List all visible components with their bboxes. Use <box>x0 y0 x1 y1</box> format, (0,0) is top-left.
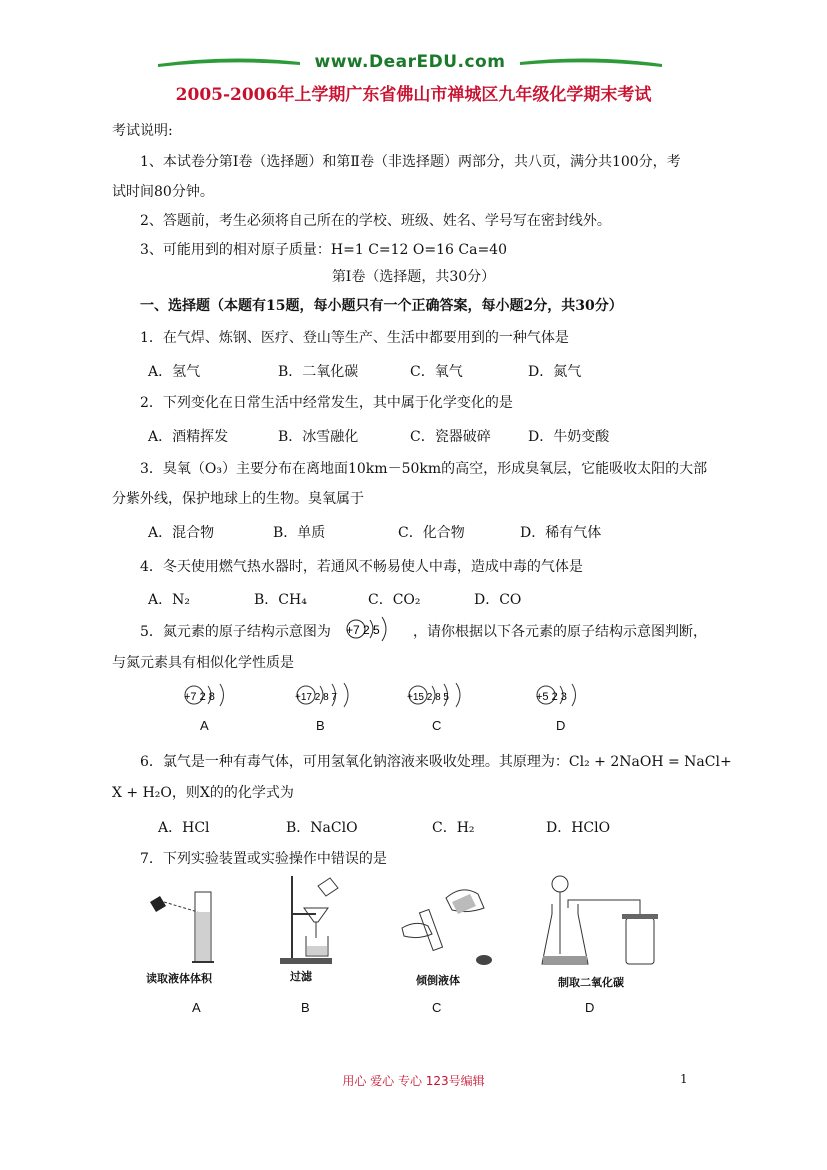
atom-diagram-b <box>292 680 362 710</box>
q3-option-a[interactable]: A．混合物 <box>148 525 215 541</box>
nitrogen-atom-diagram <box>344 614 404 644</box>
q6-option-d[interactable]: D．HClO <box>546 820 611 836</box>
q4-option-d[interactable]: D．CO <box>474 592 522 608</box>
q6-option-a[interactable]: A．HCl <box>158 820 210 836</box>
q1-option-b[interactable]: B．二氧化碳 <box>278 364 359 380</box>
atom-label-d[interactable]: D <box>556 718 566 733</box>
atom-label-c[interactable]: C <box>432 718 442 733</box>
q5-stem-b: 与氮元素具有相似化学性质是 <box>112 655 294 671</box>
site-banner <box>150 50 670 76</box>
part1-heading: 第Ⅰ卷（选择题，共30分） <box>331 269 496 285</box>
figure-a-label[interactable]: A <box>192 1000 201 1015</box>
atom-b-text: +17 2 8 7 <box>295 692 337 703</box>
q3-stem-a: 3．臭氧（O₃）主要分布在离地面10km－50km的高空，形成臭氧层，它能吸收太阳的大部 <box>140 461 708 477</box>
q6-option-c[interactable]: C．H₂ <box>432 820 475 836</box>
instruction-2: 2、答题前，考生必须将自己所在的学校、班级、姓名、学号写在密封线外。 <box>140 213 611 229</box>
section-heading: 一、选择题（本题有15题，每小题只有一个正确答案，每小题2分，共30分） <box>140 298 623 314</box>
page-number: 1 <box>680 1072 688 1086</box>
q4-option-c[interactable]: C．CO₂ <box>368 592 421 608</box>
atom-c-text: +15 2 8 5 <box>407 692 449 703</box>
figure-b-caption: 过滤 <box>290 970 312 983</box>
figure-co2-apparatus <box>538 874 668 974</box>
atom-diagram-a <box>180 680 250 710</box>
site-url[interactable]: www.DearEDU.com <box>314 52 506 72</box>
instruction-3: 3、可能用到的相对原子质量：H=1 C=12 O=16 Ca=40 <box>140 242 507 258</box>
q1-option-c[interactable]: C．氧气 <box>410 364 463 380</box>
q7-stem: 7．下列实验装置或实验操作中错误的是 <box>140 851 387 867</box>
q3-option-c[interactable]: C．化合物 <box>398 525 465 541</box>
q3-stem-b: 分紫外线，保护地球上的生物。臭氧属于 <box>112 491 364 507</box>
q2-option-d[interactable]: D．牛奶变酸 <box>528 429 610 445</box>
figure-a-caption: 读取液体体积 <box>146 972 212 985</box>
q2-option-a[interactable]: A．酒精挥发 <box>148 429 229 445</box>
figure-c-caption: 倾倒液体 <box>416 974 460 987</box>
q6-stem-a: 6．氯气是一种有毒气体，可用氢氧化钠溶液来吸收处理。其原理为：Cl₂ + 2NaOH = NaCl+ <box>140 754 732 770</box>
q4-option-b[interactable]: B．CH₄ <box>254 592 307 608</box>
q1-stem: 1．在气焊、炼钢、医疗、登山等生产、生活中都要用到的一种气体是 <box>140 330 569 346</box>
atom-diagram-d <box>532 680 602 710</box>
atom-diagram-c <box>404 680 474 710</box>
q6-option-b[interactable]: B．NaClO <box>286 820 358 836</box>
q5-stem-a1: 5．氮元素的原子结构示意图为 <box>140 624 331 640</box>
atom-a-text: +7 2 8 <box>184 691 215 703</box>
exam-title: 2005-2006年上学期广东省佛山市禅城区九年级化学期末考试 <box>175 85 652 105</box>
atom-label-a[interactable]: A <box>200 718 209 733</box>
instruction-1b: 试时间80分钟。 <box>112 184 214 200</box>
instruction-1a: 1、本试卷分第Ⅰ卷（选择题）和第Ⅱ卷（非选择题）两部分，共八页，满分共100分，考 <box>140 154 681 170</box>
q4-stem: 4．冬天使用燃气热水器时，若通风不畅易使人中毒，造成中毒的气体是 <box>140 559 583 575</box>
figure-b-label[interactable]: B <box>301 1000 310 1015</box>
q2-option-b[interactable]: B．冰雪融化 <box>278 429 359 445</box>
instructions-heading: 考试说明: <box>112 123 173 139</box>
figure-pouring-liquid <box>392 880 502 972</box>
q3-option-d[interactable]: D．稀有气体 <box>520 525 602 541</box>
q6-stem-b: X + H₂O，则X的的化学式为 <box>112 785 294 801</box>
atom-d-text: +5 2 3 <box>536 691 567 703</box>
figure-c-label[interactable]: C <box>432 1000 442 1015</box>
figure-d-caption: 制取二氧化碳 <box>558 976 624 989</box>
figure-filtration <box>270 872 360 968</box>
nitrogen-atom-label: +7 2 5 <box>346 623 380 637</box>
q2-stem: 2．下列变化在日常生活中经常发生，其中属于化学变化的是 <box>140 395 513 411</box>
page-footer: 用心 爱心 专心 123号编辑 <box>342 1074 485 1088</box>
atom-label-b[interactable]: B <box>316 718 325 733</box>
q1-option-d[interactable]: D．氮气 <box>528 364 582 380</box>
q2-option-c[interactable]: C．瓷器破碎 <box>410 429 491 445</box>
figure-d-label[interactable]: D <box>585 1000 595 1015</box>
q1-option-a[interactable]: A．氢气 <box>148 364 201 380</box>
q5-stem-a2: ，请你根据以下各元素的原子结构示意图判断， <box>413 624 707 640</box>
figure-reading-volume <box>140 880 240 970</box>
q4-option-a[interactable]: A．N₂ <box>148 592 190 608</box>
q3-option-b[interactable]: B．单质 <box>273 525 326 541</box>
